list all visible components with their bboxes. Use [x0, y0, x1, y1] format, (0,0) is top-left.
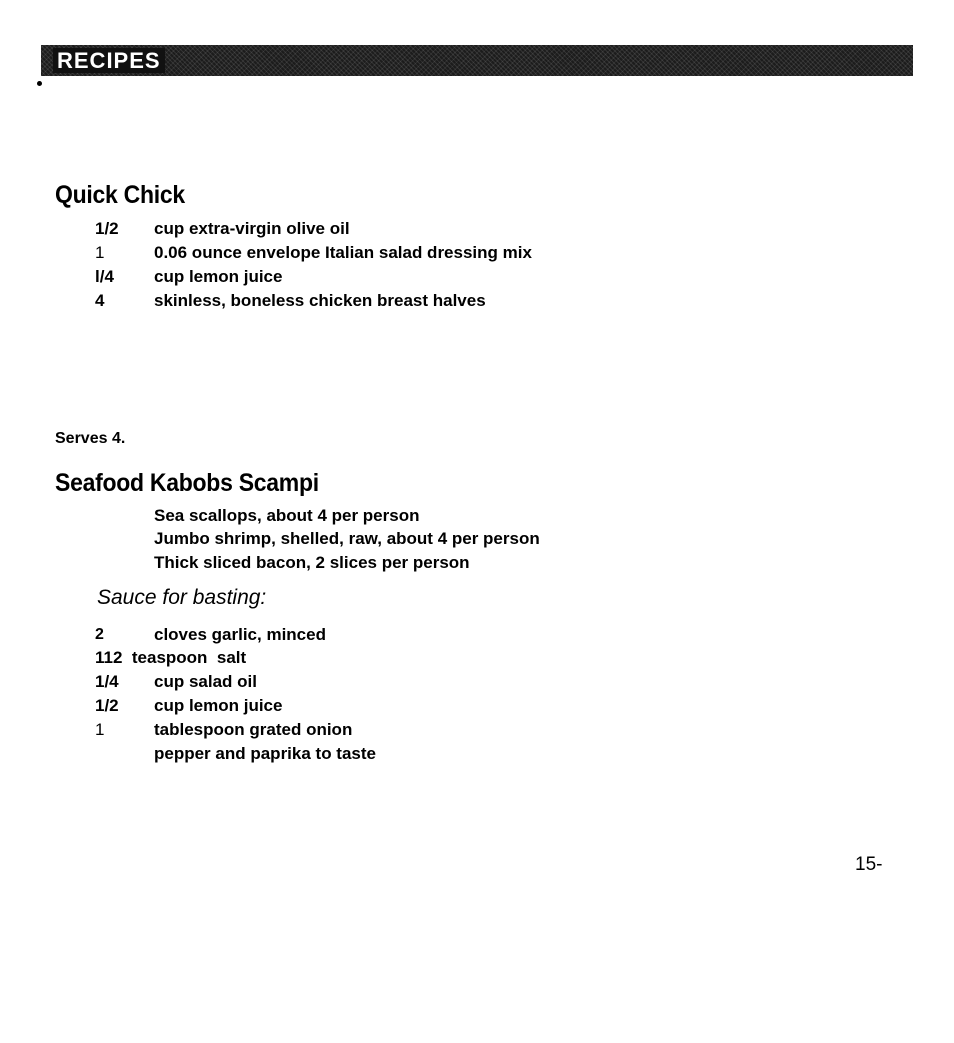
- sauce-ingredient-row: [0, 647, 954, 669]
- ingredient-row: [0, 528, 954, 550]
- sauce-ingredient-row: [0, 671, 954, 693]
- ingredient-description: cup extra-virgin olive oil: [154, 219, 350, 238]
- sauce-ingredient-row: [0, 743, 954, 765]
- ingredient-description: 0.06 ounce envelope Italian salad dressing mix: [154, 243, 532, 262]
- ingredient-description: tablespoon grated onion: [154, 720, 353, 739]
- ingredient-row: [0, 218, 954, 240]
- ingredient-description: cup salad oil: [154, 672, 257, 691]
- ingredient-description: Thick sliced bacon, 2 slices per person: [154, 553, 470, 572]
- section-title: RECIPES: [53, 48, 165, 73]
- ingredient-description: skinless, boneless chicken breast halves: [154, 291, 486, 310]
- ingredient-row: [0, 505, 954, 527]
- recipe-title-seafood-kabobs-scampi: Seafood Kabobs Scampi: [55, 469, 319, 497]
- ingredient-quantity: 1: [95, 720, 105, 739]
- page-number: 15-: [855, 854, 883, 875]
- ingredient-row: [0, 290, 954, 312]
- sauce-ingredient-row: [0, 624, 954, 646]
- ingredient-quantity: 1/4: [95, 672, 119, 691]
- serves-note: Serves 4.: [55, 430, 126, 447]
- ingredient-quantity: 1/2: [95, 219, 119, 238]
- ingredient-row: [0, 552, 954, 574]
- ingredient-description: cup lemon juice: [154, 696, 283, 715]
- ingredient-description: Sea scallops, about 4 per person: [154, 506, 420, 525]
- sauce-ingredient-row: [0, 719, 954, 741]
- sauce-ingredient-row: [0, 695, 954, 717]
- ingredient-quantity: 1: [95, 243, 105, 262]
- ingredient-row: [0, 266, 954, 288]
- ingredient-description: pepper and paprika to taste: [154, 744, 376, 763]
- ingredient-quantity-with-text: 112 teaspoon salt: [95, 648, 247, 667]
- ingredient-description: Jumbo shrimp, shelled, raw, about 4 per person: [154, 529, 540, 548]
- sauce-subheading: Sauce for basting:: [97, 586, 267, 609]
- ingredient-quantity: 4: [95, 291, 105, 310]
- ingredient-description: cloves garlic, minced: [154, 625, 326, 644]
- ingredient-quantity: l/4: [95, 267, 114, 286]
- section-header-bar: [41, 45, 913, 76]
- header-bullet-mark: [37, 81, 42, 86]
- ingredient-quantity: 2: [95, 626, 104, 643]
- ingredient-quantity: 1/2: [95, 696, 119, 715]
- ingredient-description: cup lemon juice: [154, 267, 283, 286]
- recipe-title-quick-chick: Quick Chick: [55, 181, 185, 209]
- ingredient-row: [0, 242, 954, 264]
